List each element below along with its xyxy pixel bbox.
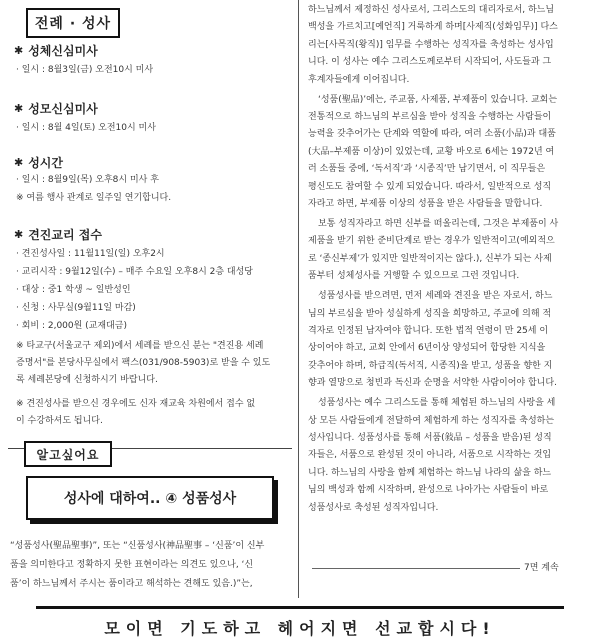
article-line: 니다. 하느님의 사랑을 함께 체험하는 하느님 나라의 삶을 하느 (308, 467, 552, 478)
asterisk-icon: ✱ (14, 156, 24, 169)
article-line: 러 소품들 중에, ‘독서직’과 ‘시종직’만 남기면서, 이 직무들은 (308, 164, 546, 175)
footer-slogan: 모이면 기도하고 헤어지면 선교합시다! (104, 619, 496, 638)
continued-rule (312, 568, 520, 569)
catechism-note-2: ※ 견진성사를 받으신 경우에도 신자 재교육 차원에서 접수 없 (16, 399, 256, 409)
holy-hour-note: ※ 여름 행사 관계로 일주일 연기합니다. (16, 193, 172, 203)
marian-mass-schedule: · 일시 : 8월 4일(토) 오전10시 미사 (16, 123, 156, 133)
article-line: 보통 성직자라고 하면 신부를 떠올리는데, 그것은 부제품이 사 (318, 219, 559, 230)
intro-line: “성품성사(聖品聖事)”, 또는 “신품성사(神品聖事 – ‘신품’이 신부 (10, 541, 265, 551)
article-line: 성품성사를 받으려면, 먼저 세례와 견진을 받은 자로서, 하느 (318, 291, 553, 302)
article-line: 전통적으로 하느님의 부르심을 받아 성직을 수행하는 사람들이 (308, 112, 552, 122)
asterisk-icon: ✱ (14, 102, 24, 115)
holy-hour-title: 성시간 (28, 156, 63, 170)
section-title-liturgy: 전례 · 성사 (26, 8, 120, 38)
article-line: 성품성사는 예수 그리스도를 통해 체험된 하느님의 사랑을 세 (318, 398, 556, 409)
confirmation-mass-heading (14, 42, 98, 59)
article-line: 님의 부르심을 받아 성실하게 성직을 희망하고, 주교에 의해 적 (308, 308, 552, 319)
holy-hour-heading (14, 154, 63, 171)
article-line: 후계자들에게 이어집니다. (308, 74, 410, 85)
column-divider (298, 0, 299, 598)
catechism-note-1: 록 세례본당에 신청하시기 바랍니다. (16, 375, 158, 385)
article-line: 백성을 가르치고[예언직] 거룩하게 하며[사제직(성화임무)] 다스 (308, 22, 558, 33)
article-line: 자라고 하면, 부제품 이상의 성품을 받은 사람들을 말합니다. (308, 199, 543, 209)
article-line: 향과 열망으로 청빈과 독신과 순명을 서약한 사람이어야 합니다. (308, 378, 557, 389)
article-line: 격자로 인정된 남자여야 합니다. 또한 법적 연령이 만 25세 이 (308, 326, 549, 337)
article-line: 상이어야 하고, 교회 안에서 6년이상 양성되어 합당한 지식을 (308, 343, 546, 354)
article-line: 능력을 갖추어가는 단계와 역할에 따라, 여러 소품(小品)과 대품 (308, 129, 556, 140)
right-column (300, 0, 600, 600)
catechism-note-2: 이 수강하셔도 됩니다. (16, 416, 103, 426)
marian-mass-title: 성모신심미사 (28, 102, 98, 116)
catechism-heading (14, 226, 102, 243)
footer-rule (36, 606, 564, 609)
catechism-title: 견진교리 접수 (28, 228, 102, 242)
article-line: 니다. 이 성사는 예수 그리스도께로부터 시작되어, 사도들과 그 (308, 57, 552, 68)
feature-title: 성사에 대하여.. ④ 성품성사 (63, 491, 237, 507)
catechism-item: · 대상 : 중1 학생 ~ 일반성인 (16, 285, 131, 295)
catechism-item: · 견진성사일 : 11월11일(일) 오후2시 (16, 249, 165, 259)
asterisk-icon: ✱ (14, 44, 24, 57)
continued-label: 7면 계속 (524, 563, 559, 573)
confirmation-mass-title: 성체신심미사 (28, 44, 98, 58)
left-column (0, 0, 300, 600)
article-line: 상 모든 사람들에게 전달하여 체험하게 하는 성직자를 축성하는 (308, 415, 555, 426)
feature-title-box (26, 476, 274, 520)
article-line: 하느님께서 제정하신 성사로서, 그리스도의 대리자로서, 하느님 (308, 5, 555, 15)
catechism-item: · 교리시작 : 9월12일(수) – 매주 수요일 오후8시 2층 대성당 (16, 267, 253, 277)
confirmation-mass-schedule: · 일시 : 8월3일(금) 오전10시 미사 (16, 65, 154, 75)
article-line: 성품성사로 축성된 성직자입니다. (308, 502, 439, 513)
catechism-note-1: ※ 타교구(서울교구 제외)에서 세례를 받으신 분는 "견진용 세례 (16, 341, 264, 351)
article-line: 님의 백성과 함께 시작하며, 완성으로 나아가는 사람들이 바로 (308, 485, 549, 496)
article-line: (大品–부제품 이상)이 있었는데, 교황 바오로 6세는 1972년 여 (308, 146, 555, 157)
holy-hour-schedule: · 일시 : 8월9일(목) 오후8시 미사 후 (16, 175, 159, 185)
catechism-item: · 회비 : 2,000원 (교재대금) (16, 321, 127, 331)
article-line: 자들은, 서품으로 완성된 것이 아니라, 서품으로 시작하는 것입 (308, 450, 552, 461)
article-line: 성사입니다. 성품성사를 통해 서품(敍品 – 성품을 받음)된 성직 (308, 433, 552, 444)
article-line: ‘성품(聖品)’에는, 주교품, 사제품, 부제품이 있습니다. 교회는 (318, 94, 558, 105)
catechism-note-1: 증명서"를 본당사무실에서 팩스(031/908-5903)로 받을 수 있도 (16, 358, 271, 368)
asterisk-icon: ✱ (14, 228, 24, 241)
learn-tab: 알고싶어요 (24, 441, 112, 467)
article-line: 갖추어야 하며, 하급직(독서직, 시종직)을 받고, 성품을 향한 지 (308, 360, 553, 371)
article-line: 평신도도 참여할 수 있게 되었습니다. 따라서, 일반적으로 성직 (308, 181, 552, 192)
article-line: 품부터 성체성사를 거행할 수 있으므로 그런 것입니다. (308, 271, 520, 282)
article-line: 제품을 받기 위한 준비단계로 받는 경우가 일반적이고(예외적으 (308, 236, 555, 247)
marian-mass-heading (14, 100, 98, 117)
article-line: 리는[사목직(왕직)] 임무를 수행하는 성직자를 축성하는 성사입 (308, 39, 554, 50)
article-line: 로 ‘종신부제’가 있지만 일반적이지는 않다.), 신부가 되는 사제 (308, 253, 552, 264)
intro-line: 품’이 하느님께서 주시는 품이라고 해석하는 견해도 있음.)”는, (10, 579, 253, 589)
intro-line: 품을 의미한다고 정확하지 못한 표현이라는 의견도 있으나, ‘신 (10, 560, 254, 570)
catechism-item: · 신청 : 사무실(9월11일 마감) (16, 303, 136, 313)
